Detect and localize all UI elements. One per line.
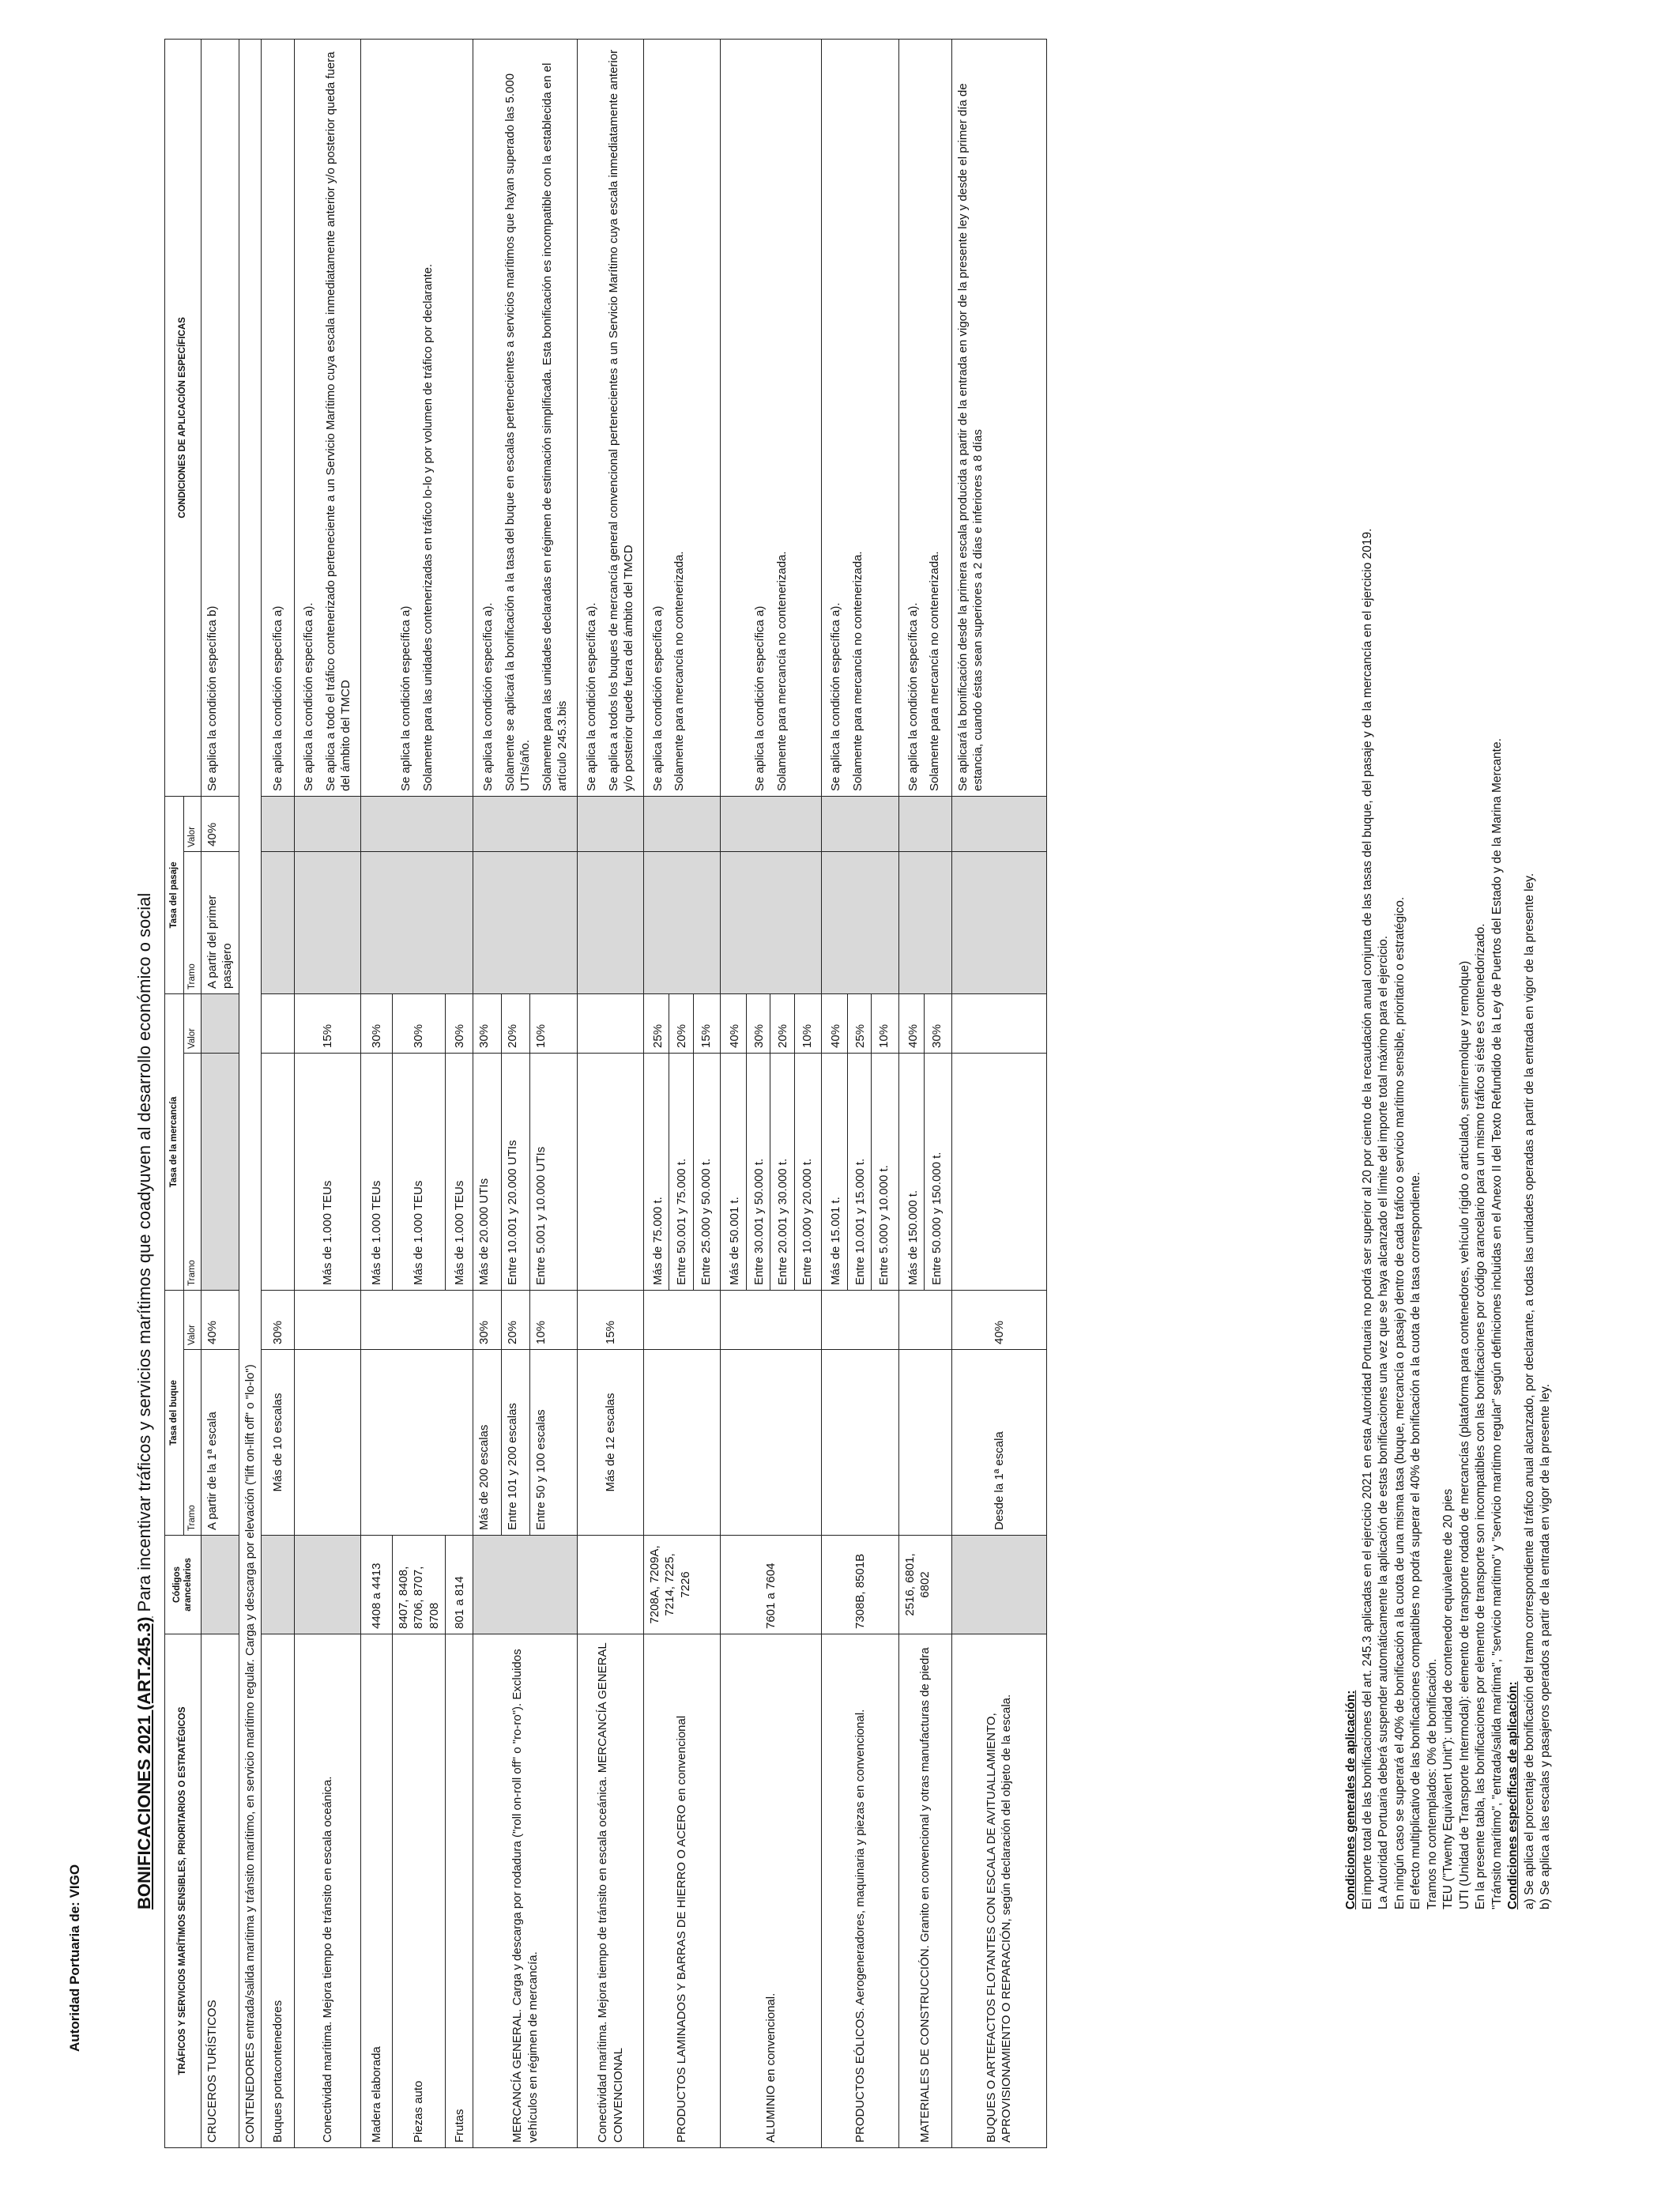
header-buque-tramo: Tramo [183, 1350, 201, 1536]
tier-label: Más de 50.001 t. [728, 1197, 742, 1285]
document-title-rest: Para incentivar tráficos y servicios marítimos que coadyuven al desarrollo económico o social [134, 892, 154, 1617]
pasaje-tramo [643, 851, 721, 993]
table-row [295, 39, 361, 2147]
header-traficos: TRÁFICOS Y SERVICIOS MARÍTIMOS SENSIBLES, PRIORITARIOS O ESTRATÉGICOS [165, 1634, 202, 2148]
condition-line: Solamente para mercancía no contenerizada. [672, 551, 687, 791]
condition-line: Se aplica a todos los buques de mercancía general convencional pertenecientes a un Servicio Marítimo cuya escala inmediatamente anterior y/o posterior quede fuera del ámbito del TMCD [606, 49, 636, 791]
mercancia-tramo [721, 1053, 822, 1290]
mercancia-valor [951, 993, 1046, 1053]
pasaje-valor [295, 796, 361, 851]
pasaje-valor [473, 796, 578, 851]
note-line: UTI (Unidad de Transporte Intermodal): elemento de transporte rodado de mercancías (plataforma para contenedores, vehículo rígido o articulado, semirremolque y remolque) [1457, 960, 1471, 1909]
conditions-cell [295, 39, 361, 796]
mercancia-valor: 30% [392, 993, 446, 1053]
buque-valor [360, 1290, 473, 1349]
conditions-cell [822, 39, 899, 796]
buque-tramo: Entre 101 y 200 escalas [502, 1350, 530, 1536]
notes-section [1343, 52, 1554, 1909]
document-title [134, 893, 155, 1909]
buque-valor: 20% [502, 1290, 530, 1349]
note-line: TEU ("Twenty Equivalent Unit"): unidad de contenedor equivalente de 20 pies [1441, 1488, 1455, 1909]
mercancia-valor [721, 993, 822, 1053]
buque-valor [721, 1290, 822, 1349]
note-line: El importe total de las bonificaciones del art. 245.3 aplicadas en el ejercicio 2021 en esta Autoridad Portuaria no podrá ser superior al 20 por ciento de la recaudación anual conjunta de las tasas del buque, del pasaje y de la mercancía en el ejercicio 2019. [1360, 528, 1374, 1909]
pasaje-tramo [262, 851, 295, 993]
condition-line: Solamente para mercancía no contenerizada. [928, 551, 942, 791]
buque-tramo [898, 1350, 951, 1536]
table-row [822, 39, 899, 2147]
header-buque-valor: Valor [183, 1290, 201, 1349]
pasaje-tramo [578, 851, 644, 993]
row-name: Buques portacontenedores [262, 1634, 295, 2148]
condition-line: Solamente para las unidades declaradas en régimen de estimación simplificada. Esta bonificación es incompatible con la establecida en el artículo 245.3.bis [540, 62, 570, 791]
buque-valor: 30% [473, 1290, 502, 1349]
conditions-cell [578, 39, 644, 796]
tier-label: Entre 10.000 y 20.000 t. [794, 1054, 819, 1290]
note-line: b) Se aplica a las escalas y pasajeros operados a partir de la entrada en vigor de la presente ley. [1539, 1384, 1552, 1909]
tier-value: 25% [847, 994, 872, 1053]
tier-label: Entre 30.001 y 50.000 t. [746, 1054, 770, 1290]
conditions-cell [721, 39, 822, 796]
tier-value: 40% [728, 1023, 742, 1048]
codes-cell: 2516, 6801, 6802 [898, 1536, 951, 1634]
tier-label: Entre 50.000 y 150.000 t. [924, 1054, 948, 1290]
mercancia-tramo: Más de 1.000 TEUs [446, 1053, 473, 1290]
header-tasa-mercancia: Tasa de la mercancía [165, 993, 184, 1290]
conditions-cell [643, 39, 721, 796]
header-pasaje-tramo: Tramo [183, 851, 201, 993]
conditions-cell [898, 39, 951, 796]
mercancia-valor [643, 993, 721, 1053]
condition-line: Se aplica la condición específica a) [753, 605, 767, 791]
note-line: La Autoridad Portuaria deberá suspender automáticamente la aplicación de estas bonificaciones una vez que se haya alcanzado el límite del importe total máximo para el ejercicio. [1377, 935, 1390, 1909]
mercancia-valor: 30% [446, 993, 473, 1053]
mercancia-valor: 20% [502, 993, 530, 1053]
tier-label: Entre 10.001 y 15.000 t. [847, 1054, 872, 1290]
mercancia-valor [578, 993, 644, 1053]
mercancia-tramo: Más de 1.000 TEUs [360, 1053, 392, 1290]
notes-specific-heading: Condiciones específicas de aplicación: [1506, 1681, 1520, 1909]
buque-tramo: Más de 12 escalas [578, 1350, 644, 1536]
row-name: PRODUCTOS EÓLICOS. Aerogeneradores, maquinaria y piezas en convencional. [822, 1634, 899, 2148]
tier-value: 25% [650, 1023, 665, 1048]
port-authority-label: Autoridad Portuaria de: VIGO [67, 1864, 82, 2052]
pasaje-tramo [473, 851, 578, 993]
conditions-cell: Se aplica la condición específica b) [201, 39, 239, 796]
condition-line: Se aplica la condición específica a). [829, 602, 843, 791]
table-row [578, 39, 644, 2147]
codes-cell: 4408 a 4413 [360, 1536, 392, 1634]
pasaje-valor [262, 796, 295, 851]
header-row-1 [165, 39, 184, 2147]
pasaje-valor [721, 796, 822, 851]
pasaje-valor [822, 796, 899, 851]
codes-cell [951, 1536, 1046, 1634]
condition-line: Se aplica la condición específica a). [906, 602, 920, 791]
header-codigos: Códigos arancelarios [165, 1536, 202, 1634]
row-name: Frutas [446, 1634, 473, 2148]
condition-line: Solamente se aplicará la bonificación a la tasa del buque en escalas pertenecientes a servicios marítimos que hayan superado las 5.000 UTIs/año. [503, 73, 533, 791]
codes-cell: 8407, 8408, 8706, 8707, 8708 [392, 1536, 446, 1634]
codes-cell [201, 1536, 239, 1634]
header-mercancia-valor: Valor [183, 993, 201, 1053]
tier-value: 20% [669, 994, 693, 1053]
tier-label: Entre 5.000 y 10.000 t. [871, 1054, 895, 1290]
section-contenedores: CONTENEDORES entrada/salida marítima y tránsito marítimo, en servicio marítimo regular. Carga y descarga por elevación ("lift on-lift off" o "lo-lo") [239, 39, 262, 2147]
mercancia-tramo [643, 1053, 721, 1290]
codes-cell [262, 1536, 295, 1634]
row-name: MERCANCÍA GENERAL. Carga y descarga por rodadura ("roll on-roll off" o "ro-ro"). Excluidos vehículos en régimen de mercancía. [473, 1634, 578, 2148]
section-row [239, 39, 262, 2147]
pasaje-valor: 40% [201, 796, 239, 851]
buque-tramo [360, 1350, 473, 1536]
mercancia-tramo: Entre 10.001 y 20.000 UTIs [502, 1053, 530, 1290]
table-row [262, 39, 295, 2147]
tier-value: 10% [794, 994, 819, 1053]
mercancia-valor [201, 993, 239, 1053]
codes-cell [295, 1536, 361, 1634]
pasaje-tramo [951, 851, 1046, 993]
note-line: "Tránsito marítimo", "entrada/salida marítima", "servicio marítimo" y "servicio marítimo regular" según definiciones incluidas en el Anexo II del Texto Refundido de la Ley de Puertos del Estado y de la Marina Mercante. [1490, 738, 1504, 1909]
table-row [360, 39, 392, 2147]
mercancia-tramo [578, 1053, 644, 1290]
mercancia-tramo: Más de 20.000 UTIs [473, 1053, 502, 1290]
buque-valor: 40% [201, 1290, 239, 1349]
row-name: BUQUES O ARTEFACTOS FLOTANTES CON ESCALA DE AVITUALLAMIENTO, APROVISIONAMIENTO O REPARACIÓN, según declaración del objeto de la escala. [951, 1634, 1046, 2148]
tier-label: Más de 150.000 t. [906, 1189, 920, 1285]
condition-line: Solamente para mercancía no contenerizada. [850, 551, 864, 791]
tier-value: 40% [906, 1023, 920, 1048]
note-line: a) Se aplica el porcentaje de bonificación del tramo correspondiente al tráfico anual alcanzado, por declarante, a todas las unidades operadas a partir de la entrada en vigor de la presente ley. [1522, 873, 1536, 1909]
tier-label: Más de 15.001 t. [829, 1197, 843, 1285]
pasaje-valor [898, 796, 951, 851]
conditions-cell [360, 39, 473, 796]
mercancia-valor [262, 993, 295, 1053]
row-name: PRODUCTOS LAMINADOS Y BARRAS DE HIERRO O ACERO en convencional [643, 1634, 721, 2148]
mercancia-valor: 30% [360, 993, 392, 1053]
condition-line: Solamente para mercancía no contenerizada. [774, 551, 789, 791]
table-row [951, 39, 1046, 2147]
row-name: Conectividad marítima. Mejora tiempo de tránsito en escala oceánica. MERCANCÍA GENERAL CONVENCIONAL [578, 1634, 644, 2148]
tier-value: 30% [746, 994, 770, 1053]
buque-valor [898, 1290, 951, 1349]
note-line: En la presente tabla, las bonificaciones por elemento de transporte son incompatibles con las bonificaciones por código arancelario para un mismo tráfico si éste es contenedorizado. [1474, 923, 1487, 1909]
header-mercancia-tramo: Tramo [183, 1053, 201, 1290]
mercancia-valor [822, 993, 899, 1053]
mercancia-valor: 10% [530, 993, 578, 1053]
mercancia-valor: 30% [473, 993, 502, 1053]
codes-cell: 801 a 814 [446, 1536, 473, 1634]
note-line: Tramos no contemplados: 0% de bonificación. [1425, 1658, 1439, 1909]
pasaje-tramo [721, 851, 822, 993]
row-name: ALUMINIO en convencional. [721, 1634, 822, 2148]
mercancia-tramo [898, 1053, 951, 1290]
buque-tramo: Más de 10 escalas [262, 1350, 295, 1536]
mercancia-tramo: Más de 1.000 TEUs [295, 1053, 361, 1290]
tier-label: Entre 20.001 y 30.000 t. [770, 1054, 794, 1290]
condition-line: Se aplica la condición específica a) [399, 605, 413, 791]
buque-tramo [822, 1350, 899, 1536]
pasaje-tramo [898, 851, 951, 993]
buque-valor [643, 1290, 721, 1349]
buque-tramo [721, 1350, 822, 1536]
bonificaciones-table [164, 39, 1047, 2148]
buque-valor: 30% [262, 1290, 295, 1349]
mercancia-tramo: Más de 1.000 TEUs [392, 1053, 446, 1290]
conditions-cell [473, 39, 578, 796]
buque-valor [822, 1290, 899, 1349]
table-row [643, 39, 721, 2147]
buque-valor: 40% [951, 1290, 1046, 1349]
codes-cell: 7308B, 8501B [822, 1536, 899, 1634]
conditions-cell: Se aplica la condición específica a) [262, 39, 295, 796]
table-row [201, 39, 239, 2147]
header-condiciones: CONDICIONES DE APLICACIÓN ESPECÍFICAS [165, 39, 202, 796]
tier-value: 20% [770, 994, 794, 1053]
buque-tramo [295, 1350, 361, 1536]
condition-line: Se aplica a todo el tráfico contenerizado perteneciente a un Servicio Marítimo cuya escala inmediatamente anterior y/o posterior queda fuera del ámbito del TMCD [323, 51, 353, 791]
mercancia-tramo [201, 1053, 239, 1290]
codes-cell: 7601 a 7604 [721, 1536, 822, 1634]
mercancia-valor: 15% [295, 993, 361, 1053]
buque-tramo: Más de 200 escalas [473, 1350, 502, 1536]
mercancia-tramo [951, 1053, 1046, 1290]
pasaje-valor [360, 796, 473, 851]
pasaje-tramo [822, 851, 899, 993]
buque-valor: 15% [578, 1290, 644, 1349]
table-row [721, 39, 822, 2147]
buque-valor [295, 1290, 361, 1349]
table-row [473, 39, 502, 2147]
row-name: MATERIALES DE CONSTRUCCIÓN. Granito en convencional y otras manufacturas de piedra [898, 1634, 951, 2148]
pasaje-valor [951, 796, 1046, 851]
document-title-main: BONIFICACIONES 2021 (ART.245.3) [134, 1616, 154, 1909]
row-name: CRUCEROS TURÍSTICOS [201, 1634, 239, 2148]
mercancia-valor [898, 993, 951, 1053]
pasaje-tramo: A partir del primer pasajero [201, 851, 239, 993]
row-name: Madera elaborada [360, 1634, 392, 2148]
row-name: Piezas auto [392, 1634, 446, 2148]
buque-tramo: Desde la 1ª escala [951, 1350, 1046, 1536]
condition-line: Se aplica la condición específica a) [650, 605, 665, 791]
buque-tramo: A partir de la 1ª escala [201, 1350, 239, 1536]
codes-cell [473, 1536, 578, 1634]
pasaje-tramo [295, 851, 361, 993]
tier-value: 40% [829, 1023, 843, 1048]
tier-label: Entre 25.000 y 50.000 t. [693, 1054, 718, 1290]
buque-tramo [643, 1350, 721, 1536]
mercancia-tramo [262, 1053, 295, 1290]
condition-line: Se aplica la condición específica a). [481, 602, 495, 791]
notes-general-heading: Condiciones generales de aplicación: [1344, 1690, 1358, 1909]
pasaje-tramo [360, 851, 473, 993]
condition-line: Solamente para las unidades contenerizadas en tráfico lo-lo y por volumen de tráfico por declarante. [420, 263, 435, 791]
note-line: En ningún caso se superará el 40% de bonificación a la cuota de una misma tasa (buque, mercancía o pasaje) dentro de cada tráfico o servicio marítimo sensible, prioritario o estratégico. [1392, 896, 1407, 1909]
condition-line: Se aplica la condición específica a). [585, 602, 599, 791]
tier-value: 30% [924, 994, 948, 1053]
note-line: El efecto multiplicativo de las bonificaciones compatibles no podrá superar el 40% de bonificación a la cuota de la tasa correspondiente. [1409, 1171, 1422, 1909]
header-tasa-buque: Tasa del buque [165, 1290, 184, 1535]
tier-label: Más de 75.000 t. [650, 1197, 665, 1285]
tier-value: 10% [871, 994, 895, 1053]
tier-label: Entre 50.001 y 75.000 t. [669, 1054, 693, 1290]
codes-cell [578, 1536, 644, 1634]
header-tasa-pasaje: Tasa del pasaje [165, 796, 184, 993]
row-name: Conectividad marítima. Mejora tiempo de tránsito en escala oceánica. [295, 1634, 361, 2148]
mercancia-tramo: Entre 5.001 y 10.000 UTIs [530, 1053, 578, 1290]
mercancia-tramo [822, 1053, 899, 1290]
codes-cell: 7208A, 7209A, 7214, 7225, 7226 [643, 1536, 721, 1634]
pasaje-valor [578, 796, 644, 851]
pasaje-valor [643, 796, 721, 851]
tier-value: 15% [693, 994, 718, 1053]
header-pasaje-valor: Valor [183, 796, 201, 851]
table-row [898, 39, 951, 2147]
conditions-cell: Se aplicará la bonificación desde la primera escala producida a partir de la entrada en vigor de la presente ley y desde el primer día de estancia, cuando éstas sean superiores a 2 días e inferiores a 8 días [951, 39, 1046, 796]
condition-line: Se aplica la condición específica a). [302, 602, 316, 791]
buque-valor: 10% [530, 1290, 578, 1349]
buque-tramo: Entre 50 y 100 escalas [530, 1350, 578, 1536]
